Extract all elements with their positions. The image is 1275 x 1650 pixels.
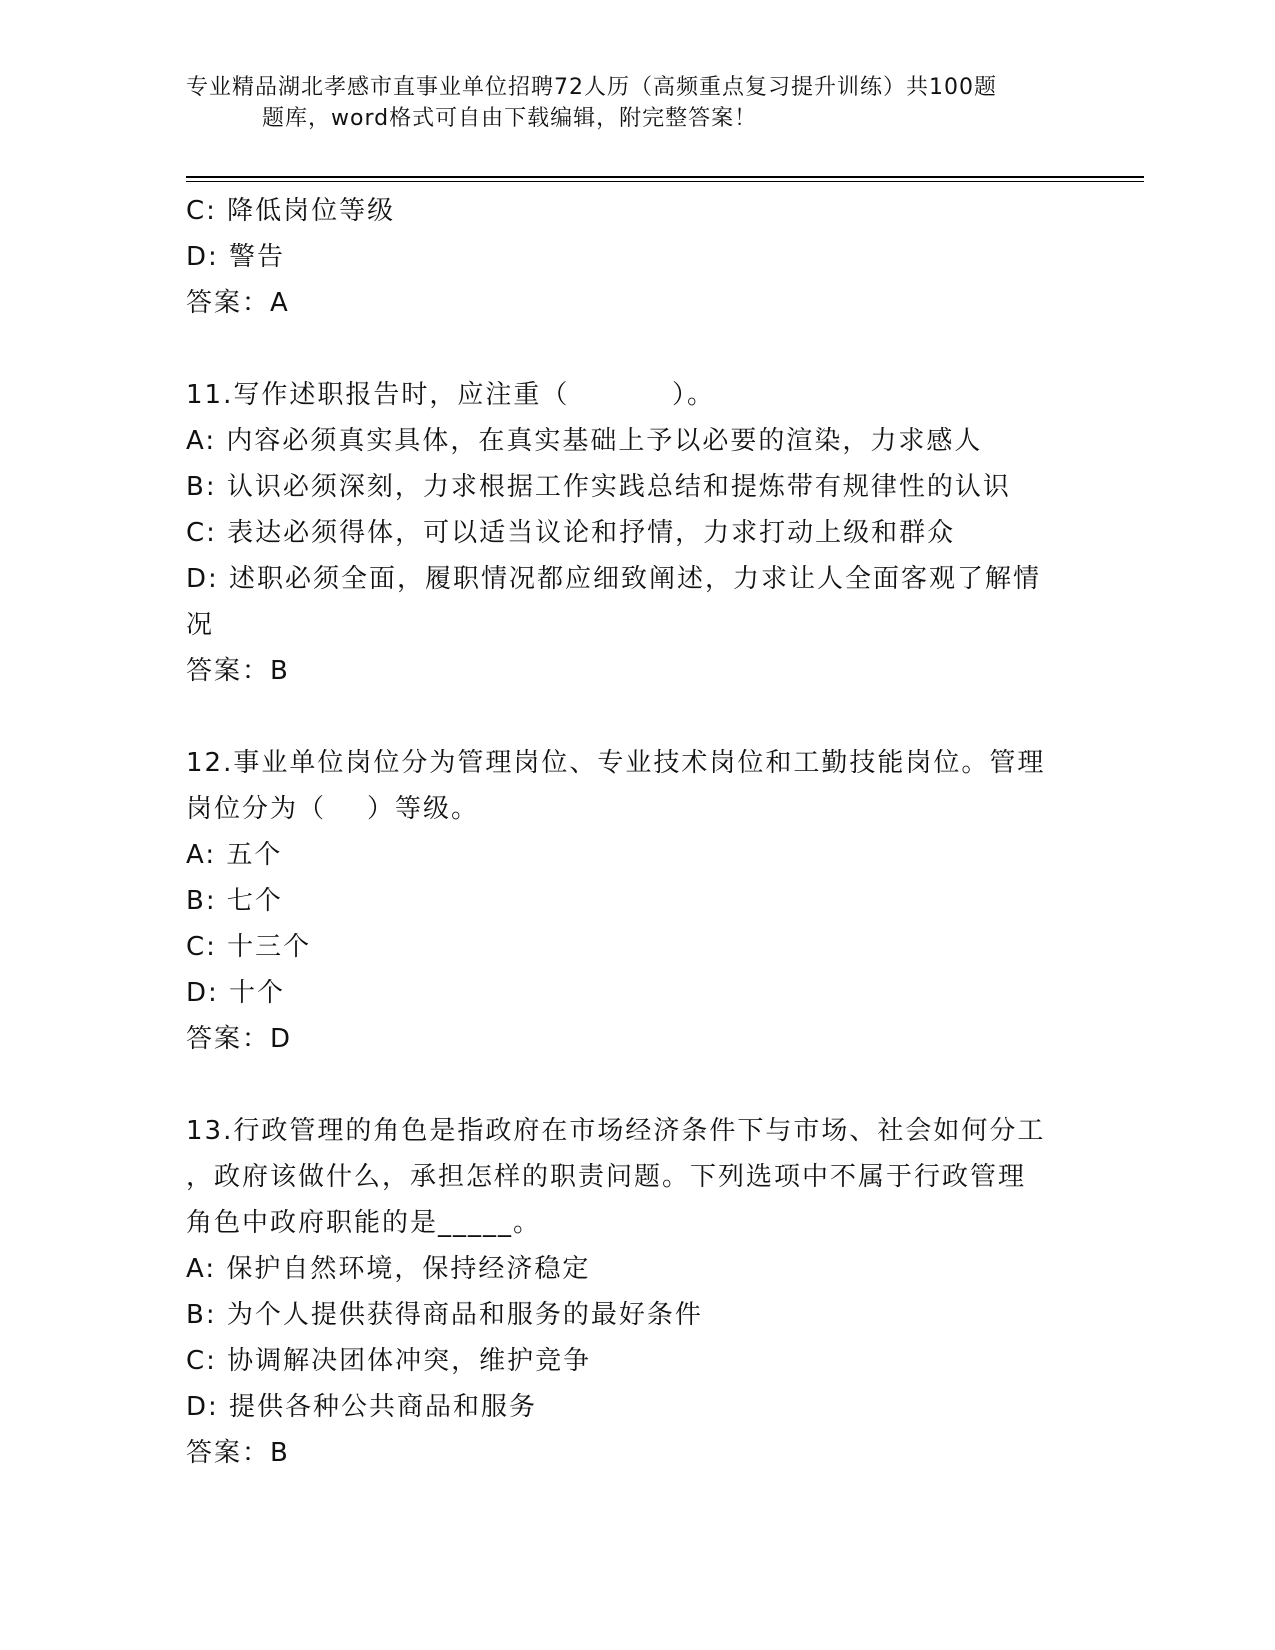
option-c: C: 降低岗位等级	[186, 196, 396, 226]
question-stem-continued: 角色中政府职能的是_____。	[186, 1208, 542, 1238]
question-stem: 11.写作述职报告时，应注重（ ）。	[186, 380, 715, 410]
question-block	[186, 740, 1066, 1062]
option-b: B: 认识必须深刻，力求根据工作实践总结和提炼带有规律性的认识	[186, 472, 1011, 502]
page-header	[186, 72, 1066, 134]
header-rule-thin	[186, 181, 1144, 182]
answer-line: 答案：B	[186, 1438, 290, 1468]
spacer	[186, 694, 1066, 740]
question-stem-continued: ，政府该做什么，承担怎样的职责问题。下列选项中不属于行政管理	[186, 1162, 1027, 1192]
header-title-line-1: 专业精品湖北孝感市直事业单位招聘72人历（高频重点复习提升训练）共100题	[186, 75, 997, 100]
option-a: A: 保护自然环境，保持经济稳定	[186, 1254, 591, 1284]
header-title-line-2: 题库，word格式可自由下载编辑，附完整答案！	[262, 106, 758, 131]
option-a: A: 内容必须真实具体，在真实基础上予以必要的渲染，力求感人	[186, 426, 983, 456]
question-block	[186, 1108, 1066, 1476]
answer-line: 答案：D	[186, 1024, 293, 1054]
option-d: D: 警告	[186, 242, 286, 272]
option-d: D: 十个	[186, 978, 286, 1008]
option-d: D: 述职必须全面，履职情况都应细致阐述，力求让人全面客观了解情	[186, 564, 1042, 594]
option-c: C: 十三个	[186, 932, 312, 962]
spacer	[186, 1062, 1066, 1108]
header-rule-thick	[186, 176, 1144, 178]
answer-line: 答案：A	[186, 288, 290, 318]
question-stem: 12.事业单位岗位分为管理岗位、专业技术岗位和工勤技能岗位。管理	[186, 748, 1046, 778]
question-stem-continued: 岗位分为（ ）等级。	[186, 794, 480, 824]
question-block	[186, 188, 1066, 326]
spacer	[186, 326, 1066, 372]
option-c: C: 协调解决团体冲突，维护竞争	[186, 1346, 592, 1376]
question-list	[186, 188, 1066, 1476]
option-a: A: 五个	[186, 840, 283, 870]
answer-line: 答案：B	[186, 656, 290, 686]
option-d: D: 提供各种公共商品和服务	[186, 1392, 538, 1422]
question-stem: 13.行政管理的角色是指政府在市场经济条件下与市场、社会如何分工	[186, 1116, 1046, 1146]
option-d-continued: 况	[186, 610, 215, 640]
option-c: C: 表达必须得体，可以适当议论和抒情，力求打动上级和群众	[186, 518, 956, 548]
option-b: B: 七个	[186, 886, 283, 916]
option-b: B: 为个人提供获得商品和服务的最好条件	[186, 1300, 703, 1330]
question-block	[186, 372, 1066, 694]
